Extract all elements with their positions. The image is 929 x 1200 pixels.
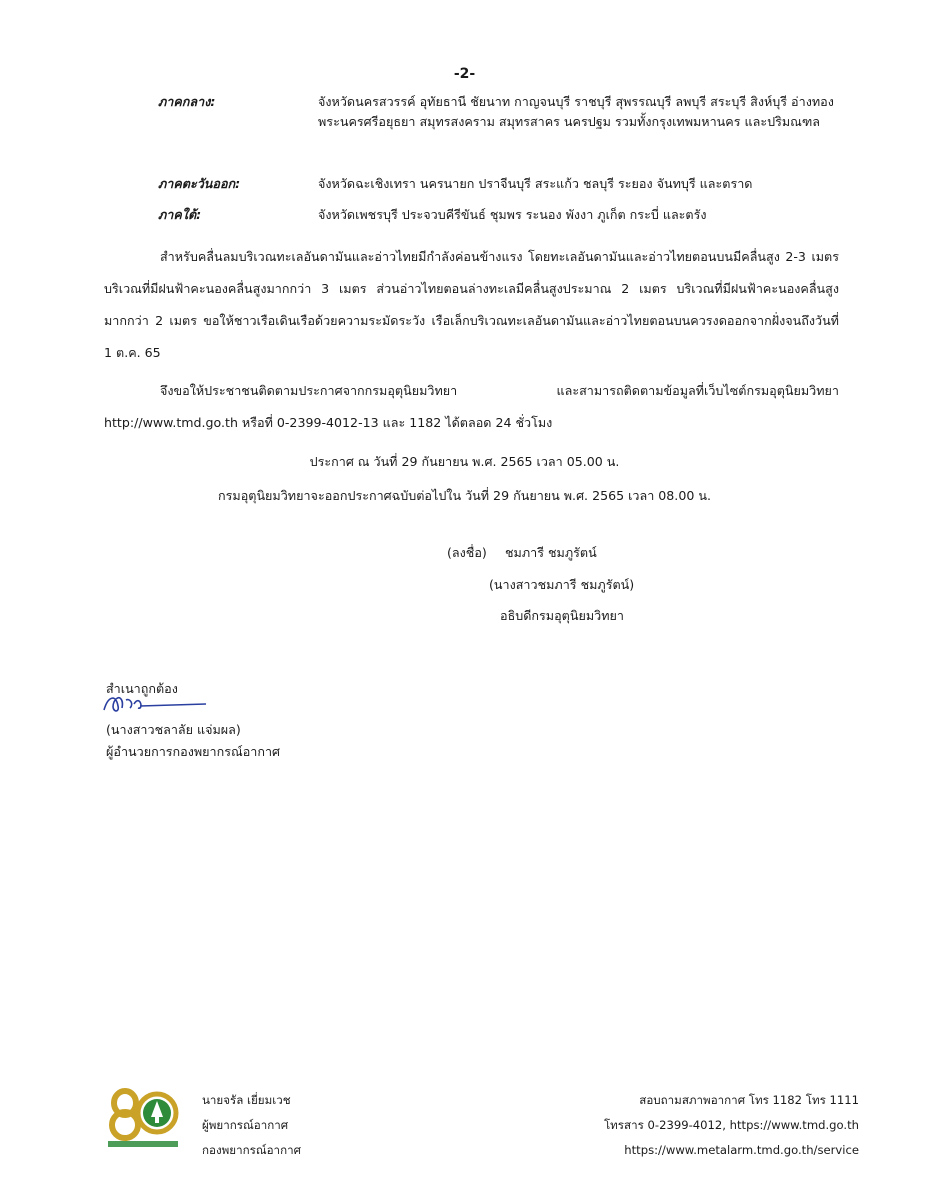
signer-full-name: (นางสาวชมภารี ชมภูรัตน์) bbox=[489, 577, 635, 592]
forecaster-block bbox=[202, 1088, 301, 1163]
page-number: -2- bbox=[453, 66, 476, 82]
contact-service-link[interactable]: https://www.metalarm.tmd.go.th/service bbox=[624, 1143, 859, 1157]
tmd-logo-icon bbox=[103, 1083, 183, 1153]
certifier-position: ผู้อำนวยการกองพยากรณ์อากาศ bbox=[106, 744, 281, 759]
certified-copy-label: สำเนาถูกต้อง bbox=[106, 681, 178, 696]
region-label: ภาคกลาง: bbox=[158, 94, 216, 109]
region-label: ภาคใต้: bbox=[158, 207, 202, 222]
certifier-name: (นางสาวชลาลัย แจ่มผล) bbox=[106, 722, 241, 737]
tmd-80-anniversary-logo bbox=[103, 1083, 183, 1153]
forecaster-division: กองพยากรณ์อากาศ bbox=[202, 1143, 301, 1157]
region-label: ภาคตะวันออก: bbox=[158, 176, 241, 191]
forecaster-name: นายจรัล เยี่ยมเวช bbox=[202, 1093, 291, 1107]
contact-block bbox=[604, 1088, 859, 1163]
follow-info-paragraph: จึงขอให้ประชาชนติดตามประกาศจากกรมอุตุนิยมวิทยา และสามารถติดตามข้อมูลที่เว็บไซต์กรมอุตุนิยมวิทยา http://www.tmd.go.th หรือที่ 0-2399-4012-13 และ 1182 ได้ตลอด 24 ชั่วโมง bbox=[104, 383, 839, 430]
region-provinces: จังหวัดฉะเชิงเทรา นครนายก ปราจีนบุรี สระแก้ว ชลบุรี ระยอง จันทบุรี และตราด bbox=[318, 176, 753, 191]
contact-fax-website: โทรสาร 0-2399-4012, https://www.tmd.go.th bbox=[603, 1118, 859, 1132]
signer-name: ชมภารี ชมภูรัตน์ bbox=[505, 545, 597, 560]
handwritten-signature bbox=[100, 688, 210, 718]
region-provinces: จังหวัดเพชรบุรี ประจวบคีรีขันธ์ ชุมพร ระนอง พังงา ภูเก็ต กระบี่ และตรัง bbox=[318, 207, 707, 222]
wave-warning-paragraph: สำหรับคลื่นลมบริเวณทะเลอันดามันและอ่าวไทยมีกำลังค่อนข้างแรง โดยทะเลอันดามันและอ่าวไทยตอนบนมีคลื่นสูง 2-3 เมตร บริเวณที่มีฝนฟ้าคะนองคลื่นสูงมากกว่า 3 เมตร ส่วนอ่าวไทยตอนล่างทะเลมีคลื่นสูงประมาณ 2 เมตร บริเวณที่มีฝนฟ้าคะนองคลื่นสูงมากกว่า 2 เมตร ขอให้ชาวเรือเดินเรือด้วยความระมัดระวัง เรือเล็กบริเวณทะเลอันดามันและอ่าวไทยตอนบนควรงดออกจากฝั่งจนถึงวันที่ 1 ต.ค. 65 bbox=[104, 249, 839, 360]
signer-position: อธิบดีกรมอุตุนิยมวิทยา bbox=[500, 608, 624, 623]
contact-phone: สอบถามสภาพอากาศ โทร 1182 โทร 1111 bbox=[639, 1093, 859, 1107]
sign-label: (ลงชื่อ) bbox=[447, 545, 487, 560]
region-provinces: จังหวัดนครสวรรค์ อุทัยธานี ชัยนาท กาญจนบุรี ราชบุรี สุพรรณบุรี ลพบุรี สระบุรี สิงห์บุรี อ่างทอง พระนครศรีอยุธยา สมุทรสงคราม สมุทรสาคร นครปฐม รวมทั้งกรุงเทพมหานคร และปริมณฑล bbox=[318, 94, 834, 129]
forecaster-role: ผู้พยากรณ์อากาศ bbox=[202, 1118, 289, 1132]
next-issue-note: กรมอุตุนิยมวิทยาจะออกประกาศฉบับต่อไปใน วันที่ 29 กันยายน พ.ศ. 2565 เวลา 08.00 น. bbox=[218, 488, 711, 503]
announce-date: ประกาศ ณ วันที่ 29 กันยายน พ.ศ. 2565 เวลา 05.00 น. bbox=[309, 454, 620, 469]
